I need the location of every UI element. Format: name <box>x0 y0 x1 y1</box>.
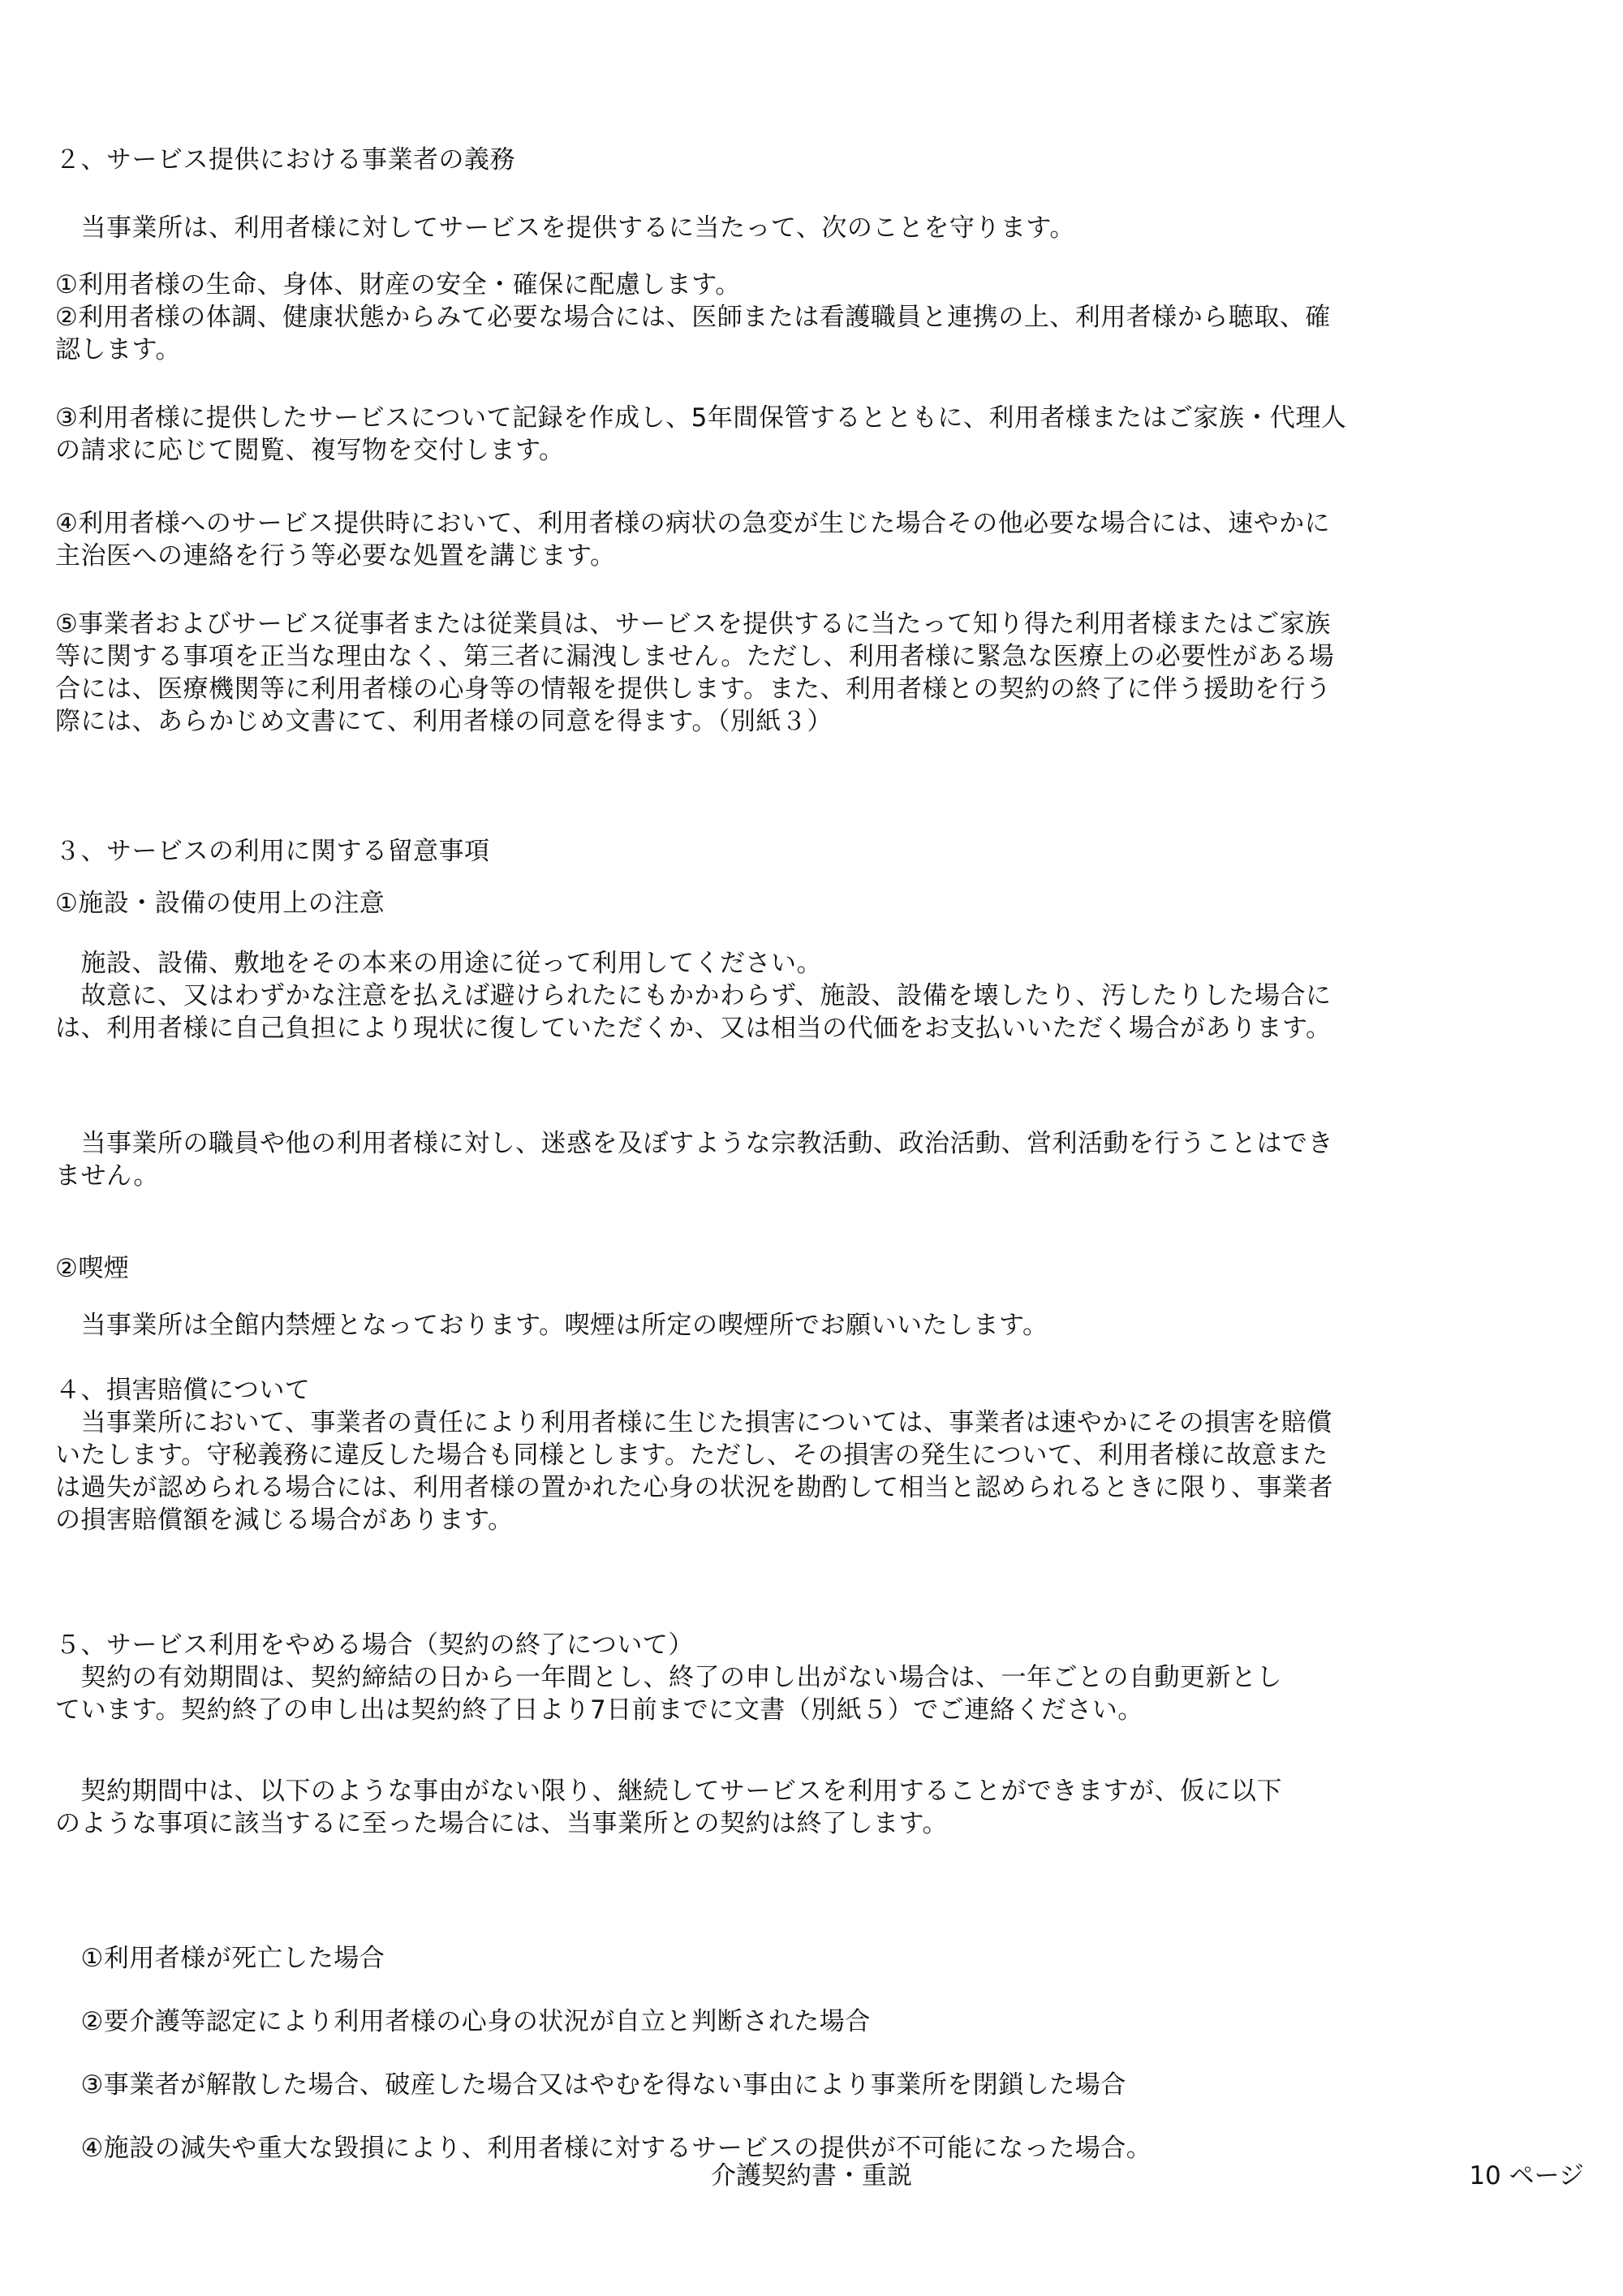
paragraph-line: 際には、あらかじめ文書にて、利用者様の同意を得ます。（別紙３） <box>55 707 833 736</box>
section-5-heading: ５、サービス利用をやめる場合（契約の終了について） <box>55 1630 694 1660</box>
paragraph-line: ③利用者様に提供したサービスについて記録を作成し、5年間保管するとともに、利用者様またはご家族・代理人 <box>55 403 1347 433</box>
section-4-heading: ４、損害賠償について <box>55 1376 311 1405</box>
footer-page-number: 10 ページ <box>1469 2161 1584 2190</box>
footer-document-title: 介護契約書・重説 <box>711 2161 912 2190</box>
section-2-heading: ２、サービス提供における事業者の義務 <box>55 145 515 174</box>
paragraph-line: 故意に、又はわずかな注意を払えば避けられたにもかかわらず、施設、設備を壊したり、汚したりした場合に <box>55 981 1332 1010</box>
paragraph-line: ④利用者様へのサービス提供時において、利用者様の病状の急変が生じた場合その他必要な場合には、速やかに <box>55 509 1331 538</box>
paragraph-line: ません。 <box>55 1161 159 1191</box>
list-item: ①利用者様が死亡した場合 <box>55 1944 385 1973</box>
paragraph-line: 契約の有効期間は、契約締結の日から一年間とし、終了の申し出がない場合は、一年ごとの自動更新とし <box>55 1663 1282 1692</box>
paragraph-line: 等に関する事項を正当な理由なく、第三者に漏洩しません。ただし、利用者様に緊急な医療上の必要性がある場 <box>55 642 1335 671</box>
section-3-heading: ３、サービスの利用に関する留意事項 <box>55 837 490 866</box>
paragraph-line: ています。契約終了の申し出は契約終了日より7日前までに文書（別紙５）でご連絡ください。 <box>55 1695 1143 1725</box>
paragraph-line: の請求に応じて閲覧、複写物を交付します。 <box>55 436 565 465</box>
paragraph-line: ②利用者様の体調、健康状態からみて必要な場合には、医師または看護職員と連携の上、利用者様から聴取、確 <box>55 303 1331 332</box>
paragraph-line: 契約期間中は、以下のような事由がない限り、継続してサービスを利用することができますが、仮に以下 <box>55 1777 1282 1806</box>
paragraph-line: は過失が認められる場合には、利用者様の置かれた心身の状況を勘酌して相当と認められるときに限り、事業者 <box>55 1473 1333 1502</box>
paragraph-line: の損害賠償額を減じる場合があります。 <box>55 1506 514 1535</box>
list-item: ④施設の減失や重大な毀損により、利用者様に対するサービスの提供が不可能になった場合。 <box>55 2134 1152 2163</box>
subsection-heading: ②喫煙 <box>55 1254 130 1283</box>
paragraph-line: 当事業所は、利用者様に対してサービスを提供するに当たって、次のことを守ります。 <box>55 213 1075 243</box>
paragraph-line: 合には、医療機関等に利用者様の心身等の情報を提供します。また、利用者様との契約の終了に伴う援助を行う <box>55 674 1332 704</box>
paragraph-line: 認します。 <box>55 335 182 364</box>
paragraph-line: のような事項に該当するに至った場合には、当事業所との契約は終了します。 <box>55 1809 949 1838</box>
paragraph-line: いたします。守秘義務に違反した場合も同様とします。ただし、その損害の発生について、利用者様に故意また <box>55 1441 1328 1470</box>
subsection-heading: ①施設・設備の使用上の注意 <box>55 889 385 918</box>
paragraph-line: ①利用者様の生命、身体、財産の安全・確保に配慮します。 <box>55 270 741 299</box>
paragraph-line: 当事業所の職員や他の利用者様に対し、迷惑を及ぼすような宗教活動、政治活動、営利活動を行うことはでき <box>55 1129 1333 1158</box>
paragraph-line: 当事業所は全館内禁煙となっております。喫煙は所定の喫煙所でお願いいたします。 <box>55 1311 1048 1340</box>
paragraph-line: 主治医への連絡を行う等必要な処置を講じます。 <box>55 541 616 571</box>
list-item: ②要介護等認定により利用者様の心身の状況が自立と判断された場合 <box>55 2007 871 2036</box>
list-item: ③事業者が解散した場合、破産した場合又はやむを得ない事由により事業所を閉鎖した場合 <box>55 2070 1126 2100</box>
paragraph-line: ⑤事業者およびサービス従事者または従業員は、サービスを提供するに当たって知り得た利用者様またはご家族 <box>55 610 1331 639</box>
paragraph-line: 施設、設備、敷地をその本来の用途に従って利用してください。 <box>55 949 822 978</box>
paragraph-line: は、利用者様に自己負担により現状に復していただくか、又は相当の代価をお支払いいただく場合があります。 <box>55 1014 1332 1043</box>
paragraph-line: 当事業所において、事業者の責任により利用者様に生じた損害については、事業者は速やかにその損害を賠償 <box>55 1408 1332 1437</box>
